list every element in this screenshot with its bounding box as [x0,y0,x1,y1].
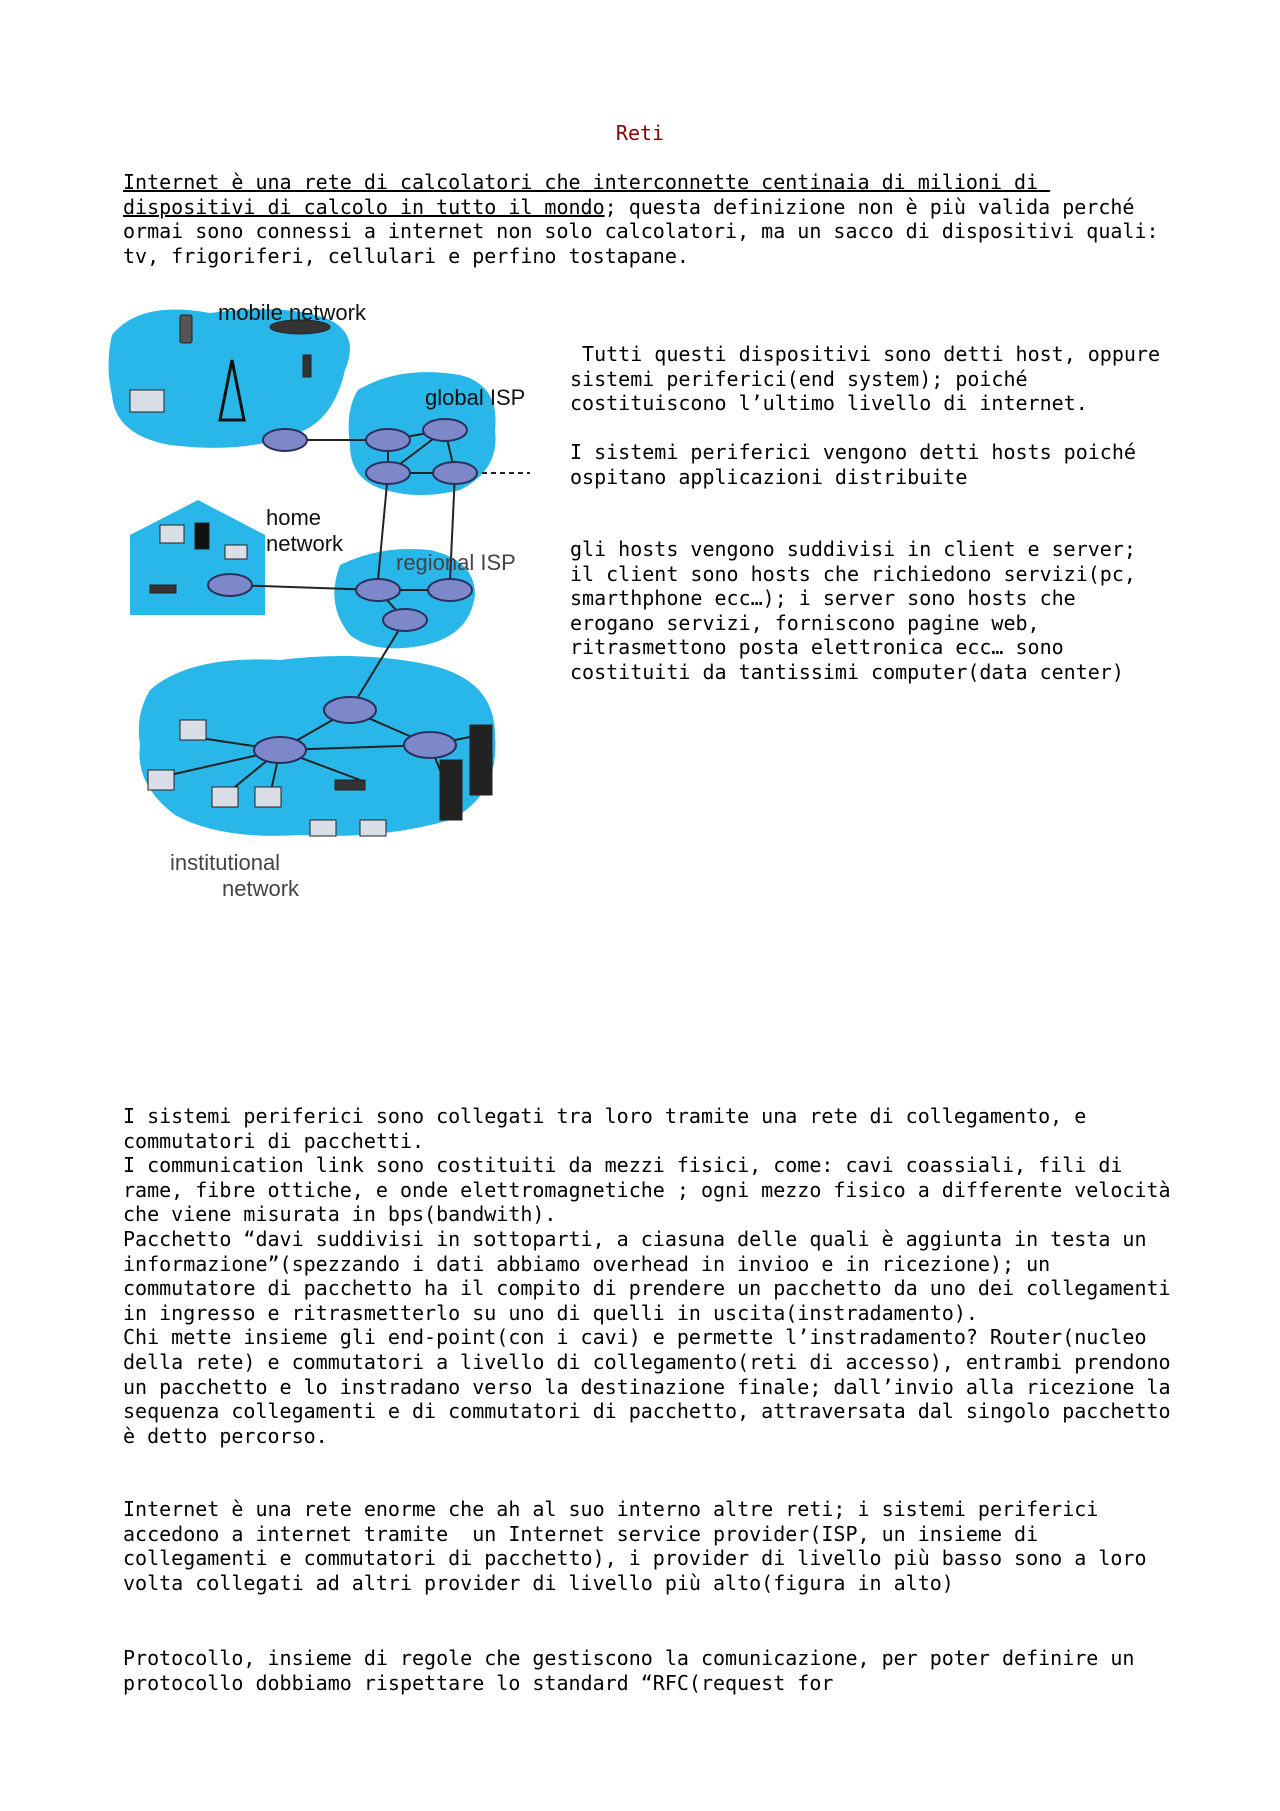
traffic-light-icon [303,355,311,377]
side-paragraph-distributed: I sistemi periferici vengono detti hosts poiché ospitano applicazioni distribuite [570,440,1148,489]
laptop-icon-home [225,545,247,559]
label-institutional-1: institutional [170,850,281,875]
label-institutional-2: network [222,876,300,901]
body-paragraph-links: I sistemi periferici sono collegati tra loro tramite una rete di collegamento, e commutatori di pacchetti. I communication link sono costituiti da mezzi fisici, come: cavi coassiali, fili di rame, fibre ottiche, e onde elettromagnetiche ; ogni mezzo fisico a differente velocità che viene misurata in bps(bandwith). Pacchetto “davi suddivisi in sottoparti, a ciasuna delle quali è aggiunta in testa un informazione”(spezzando i dati abbiamo overhead in invioo e in ricezione); un commutatore di pacchetto ha il compito di prendere un pacchetto da uno dei collegamenti in ingresso e ritrasmetterlo su uno di quelli in uscita(instradamento). Chi mette insieme gli end-point(con i cavi) e permette l’instradamento? Router(nucleo della rete) e commutatori a livello di collegamento(reti di accesso), entrambi prendono un pacchetto e lo instradano verso la destinazione finale; dall’invio alla ricezione la sequenza collegamenti e di commutatori di pacchetto, attraversata dal singolo pacchetto è detto percorso. [123,1104,1171,1448]
server-rack-icon [470,725,492,795]
network-diagram [100,295,580,915]
pc-icon-inst-4 [255,787,281,807]
router-inst-1 [324,697,376,723]
pc-icon-inst-1 [180,720,206,740]
router-global-1 [423,419,467,441]
router-inst-3 [404,732,456,758]
label-home-1: home [266,505,322,530]
laptop-icon-inst-1 [310,820,336,836]
wireless-router-icon-inst [335,780,365,790]
intro-paragraph [123,170,1173,268]
server-rack-icon-2 [440,760,462,820]
side-paragraph-hosts: Tutti questi dispositivi sono detti host, oppure sistemi periferici(end system); poiché costituiscono l’ultimo livello di internet. [570,342,1173,416]
intro-definition: Internet è una rete di calcolatori che interconnette centinaia di milioni di dispositivi di calcolo in tutto il mondo [123,170,1051,219]
router-global-4 [433,462,477,484]
page-title: Reti [615,121,665,145]
laptop-icon [130,390,164,412]
pc-icon-home [160,525,184,543]
router-global-2 [366,429,410,451]
pc-icon-inst-3 [212,787,238,807]
pc-icon-inst-2 [148,770,174,790]
body-paragraph-protocol: Protocollo, insieme di regole che gestiscono la comunicazione, per poter definire un protocollo dobbiamo rispettare lo standard “RFC(request for [123,1646,1147,1695]
body-paragraph-isp: Internet è una rete enorme che ah al suo interno altre reti; i sistemi periferici accedono a internet tramite un Internet service provider(ISP, un insieme di collegamenti e commutatori di pacchetto), i provider di livello più basso sono a loro volta collegati ad altri provider di livello più alto(figura in alto) [123,1497,1159,1595]
intro-rest: ; questa definizione non è più valida perché ormai sono connessi a internet non solo calcolatori, ma un sacco di dispositivi quali: tv, frigoriferi, cellulari e perfino tostapane. [123,194,1171,268]
label-mobile-network: mobile network [218,300,366,325]
server-icon-home [195,523,209,549]
label-global-isp: global ISP [425,385,526,410]
router-regional-2 [428,579,472,601]
laptop-icon-inst-2 [360,820,386,836]
router-global-3 [366,462,410,484]
router-home [208,574,252,596]
label-regional-isp: regional ISP [396,550,516,575]
router-inst-2 [254,737,306,763]
router-regional-1 [356,579,400,601]
label-home-2: network [266,531,344,556]
wireless-router-icon-home [150,585,176,593]
router-mobile [263,429,307,451]
router-regional-3 [383,609,427,631]
cellphone-icon [180,315,192,343]
side-paragraph-client-server: gli hosts vengono suddivisi in client e server; il client sono hosts che richiedono servizi(pc, smarthphone ecc…); i server sono hosts che erogano servizi, forniscono pagine web, ritrasmettono posta elettronica ecc… sono costituiti da tantissimi computer(data center) [570,537,1148,684]
